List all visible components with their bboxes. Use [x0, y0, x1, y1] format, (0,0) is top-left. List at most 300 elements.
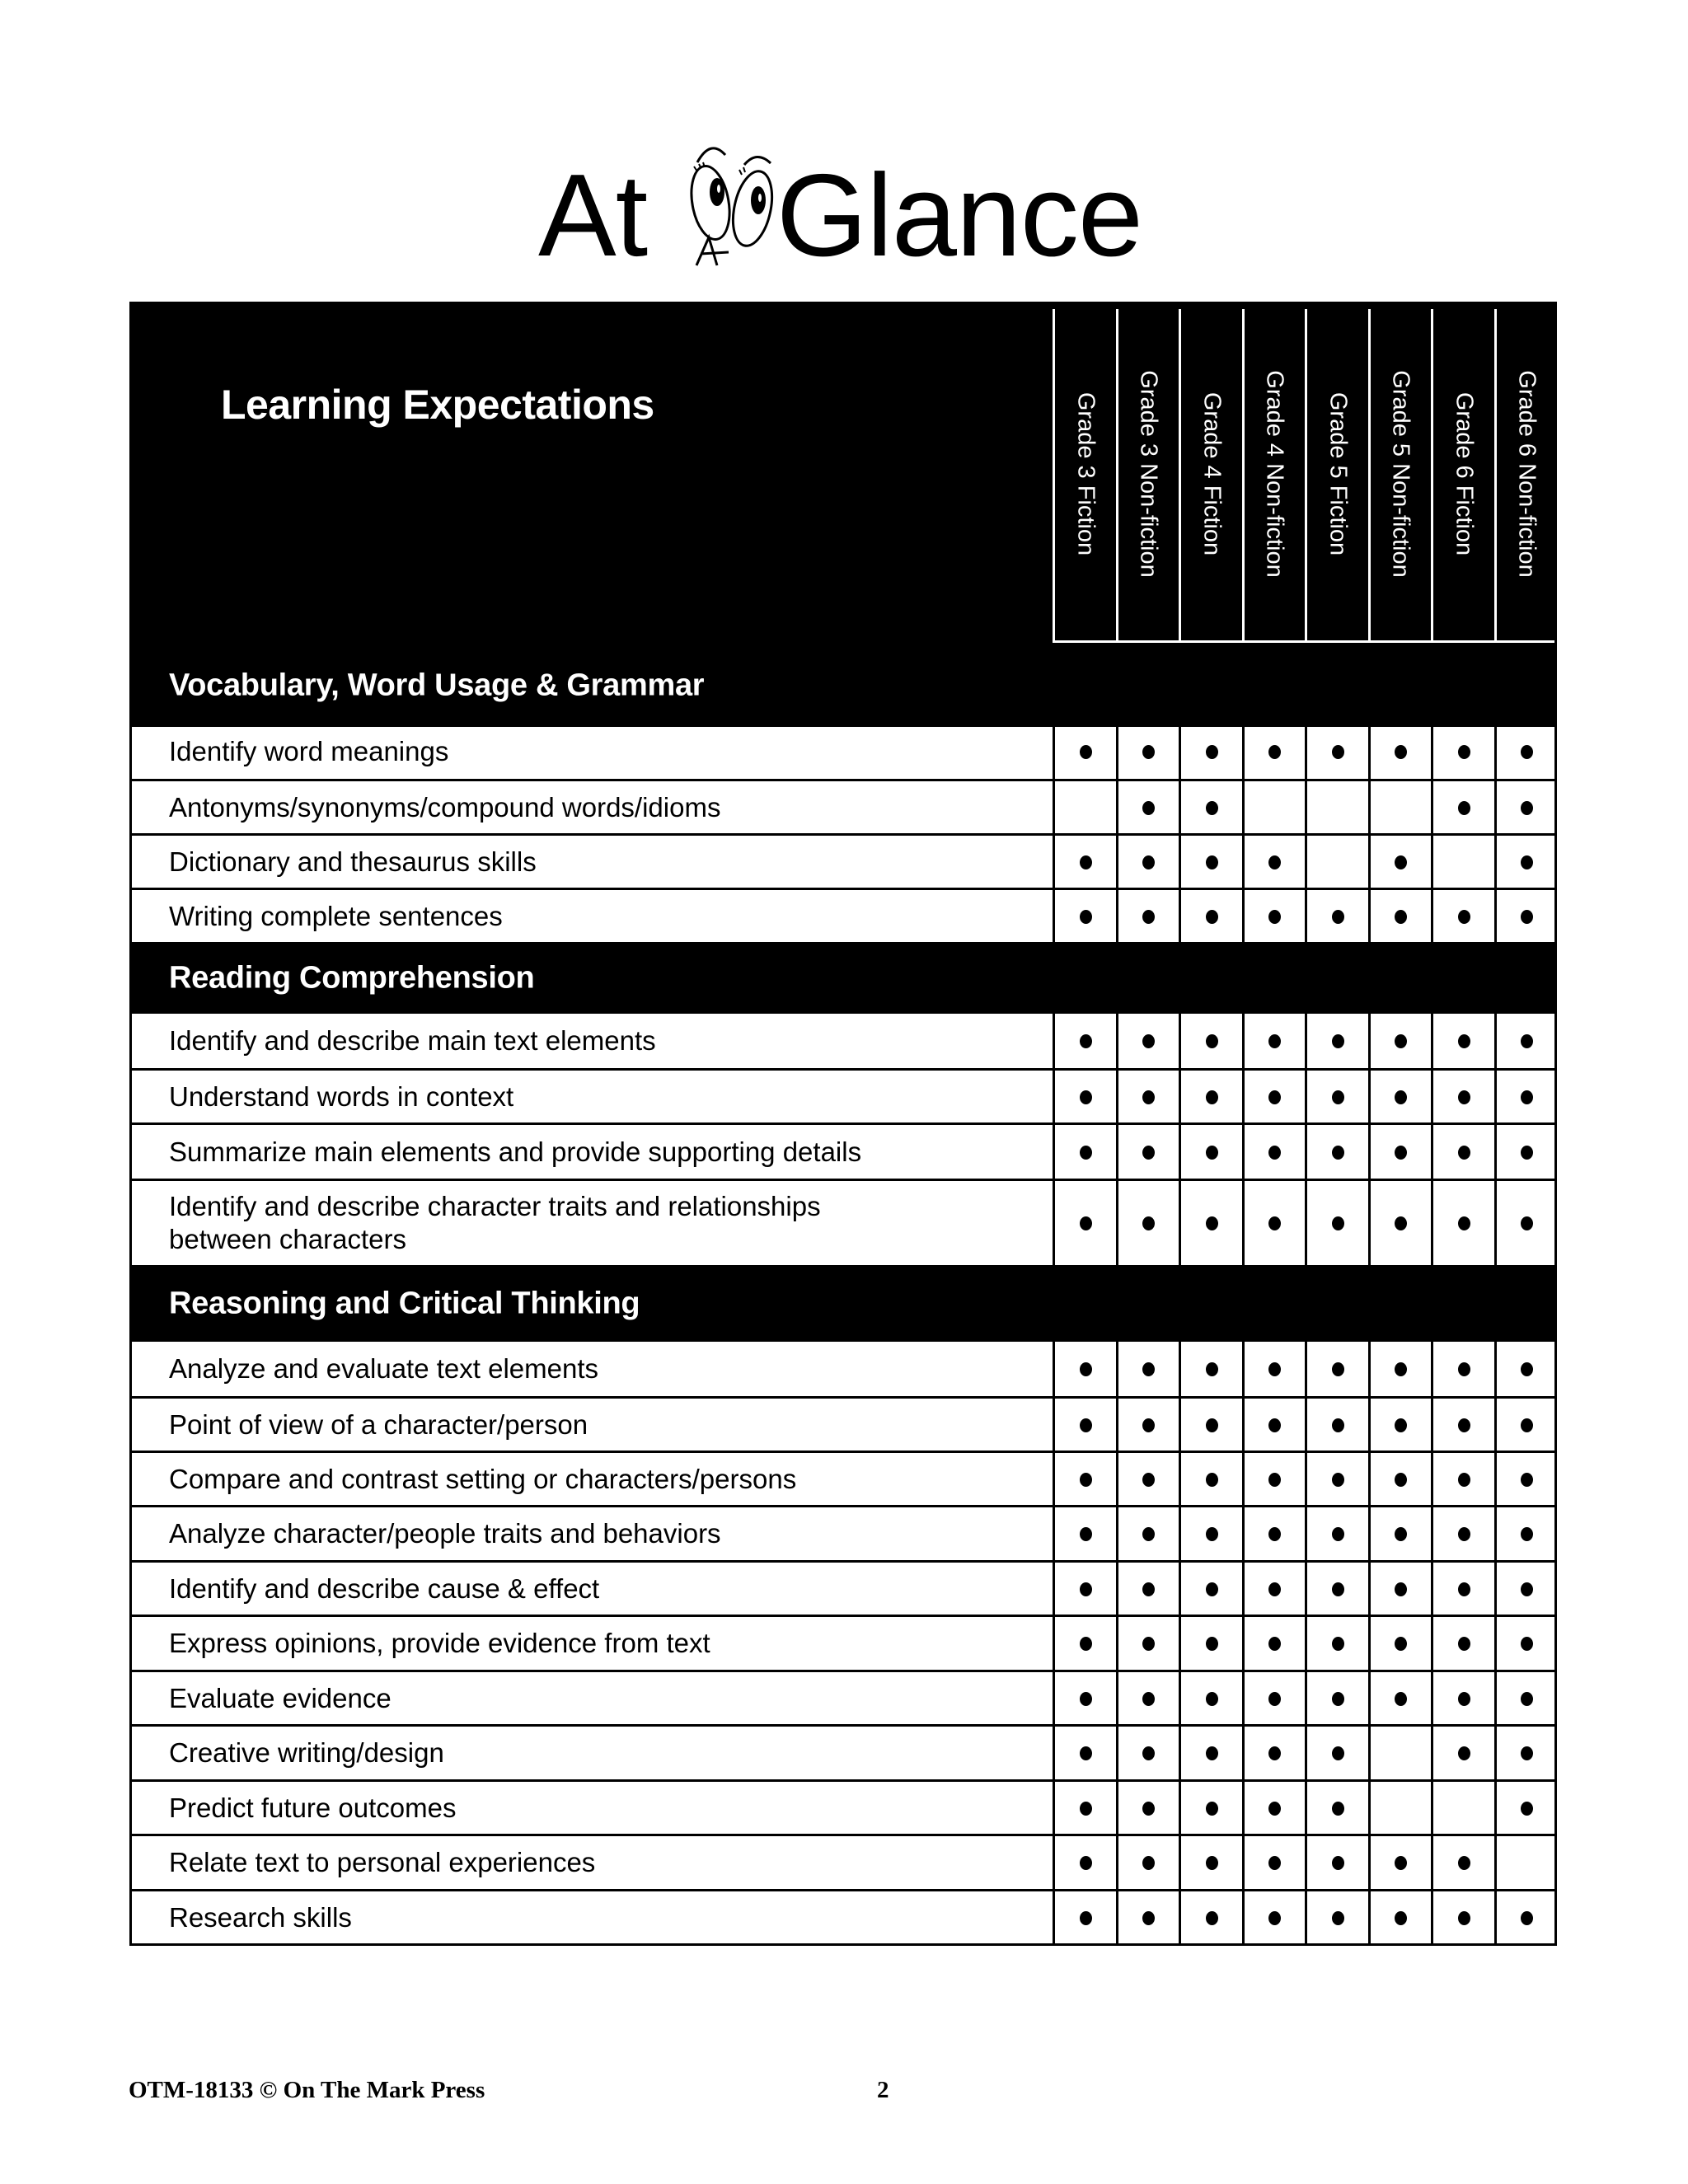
- bullet-dot-icon: [1395, 1527, 1407, 1541]
- grade-cell: [1368, 890, 1432, 942]
- bullet-dot-icon: [1395, 910, 1407, 924]
- grade-cell: [1494, 1836, 1558, 1889]
- grade-cell: [1242, 1836, 1306, 1889]
- expectation-label: Analyze and evaluate text elements: [169, 1353, 598, 1384]
- grade-cell: [1242, 1672, 1306, 1724]
- grade-cell: [1179, 724, 1242, 779]
- bullet-dot-icon: [1080, 1637, 1092, 1651]
- bullet-dot-icon: [1206, 1692, 1218, 1706]
- bullet-dot-icon: [1142, 1582, 1155, 1596]
- table-row: [132, 1014, 1554, 1068]
- grade-cell: [1179, 1507, 1242, 1560]
- bullet-dot-icon: [1080, 1473, 1092, 1487]
- grade-cell: [1494, 1125, 1558, 1179]
- grade-cell: [1116, 1014, 1179, 1068]
- expectation-label: Analyze character/people traits and behaviors: [169, 1518, 721, 1549]
- grade-label: Grade 5 Non-fiction: [1387, 370, 1414, 578]
- grade-cell: [1116, 1727, 1179, 1779]
- grade-cell: [1305, 836, 1368, 888]
- bullet-dot-icon: [1080, 1216, 1092, 1230]
- grade-label: Grade 4 Fiction: [1198, 391, 1226, 556]
- bullet-dot-icon: [1268, 1362, 1281, 1376]
- section-header: [132, 1265, 1554, 1342]
- bullet-dot-icon: [1521, 1582, 1533, 1596]
- bullet-dot-icon: [1080, 1911, 1092, 1925]
- bullet-dot-icon: [1332, 1692, 1344, 1706]
- grade-column-header: [1179, 309, 1242, 642]
- grade-cell: [1053, 1891, 1116, 1943]
- bullet-dot-icon: [1142, 1802, 1155, 1816]
- grade-cell: [1305, 1617, 1368, 1670]
- grade-cell: [1368, 724, 1432, 779]
- section-title: Reasoning and Critical Thinking: [169, 1286, 640, 1320]
- expectation-label: Writing complete sentences: [169, 900, 503, 931]
- grade-cell: [1242, 1342, 1306, 1396]
- grade-column-header: [1242, 309, 1306, 642]
- grade-cell: [1242, 1563, 1306, 1615]
- grade-cell: [1179, 1782, 1242, 1834]
- bullet-dot-icon: [1395, 1473, 1407, 1487]
- grade-cell: [1494, 1071, 1558, 1122]
- bullet-dot-icon: [1458, 745, 1470, 759]
- bullet-dot-icon: [1332, 1362, 1344, 1376]
- table-row: [132, 1068, 1554, 1122]
- grade-cell: [1368, 1672, 1432, 1724]
- bullet-dot-icon: [1395, 1856, 1407, 1870]
- grade-cell: [1242, 724, 1306, 779]
- grade-cell: [1053, 890, 1116, 942]
- grade-cell: [1179, 890, 1242, 942]
- bullet-dot-icon: [1521, 1090, 1533, 1104]
- bullet-dot-icon: [1268, 1527, 1281, 1541]
- section-header: [132, 942, 1554, 1014]
- grade-cell: [1494, 890, 1558, 942]
- grade-cell: [1242, 836, 1306, 888]
- bullet-dot-icon: [1458, 1911, 1470, 1925]
- grade-cell: [1053, 724, 1116, 779]
- title-at: At: [538, 150, 648, 281]
- grade-cell: [1494, 1342, 1558, 1396]
- bullet-dot-icon: [1521, 1911, 1533, 1925]
- grade-cell: [1053, 1617, 1116, 1670]
- grade-cell: [1431, 1342, 1494, 1396]
- bullet-dot-icon: [1395, 1637, 1407, 1651]
- bullet-dot-icon: [1521, 745, 1533, 759]
- bullet-dot-icon: [1332, 1034, 1344, 1048]
- grade-cell: [1116, 781, 1179, 833]
- table-row: [132, 1505, 1554, 1560]
- bullet-dot-icon: [1395, 1911, 1407, 1925]
- grade-cell: [1305, 1181, 1368, 1265]
- grade-column-header: [1368, 309, 1432, 642]
- bullet-dot-icon: [1142, 1856, 1155, 1870]
- bullet-dot-icon: [1142, 1146, 1155, 1160]
- bullet-dot-icon: [1521, 1637, 1533, 1651]
- grade-cell: [1305, 781, 1368, 833]
- grade-cell: [1368, 1836, 1432, 1889]
- bullet-dot-icon: [1206, 745, 1218, 759]
- bullet-dot-icon: [1395, 1034, 1407, 1048]
- bullet-dot-icon: [1080, 1090, 1092, 1104]
- grade-cell: [1242, 1181, 1306, 1265]
- grade-cell: [1305, 1563, 1368, 1615]
- grade-cell: [1179, 1727, 1242, 1779]
- grade-cell: [1431, 1507, 1494, 1560]
- grade-cell: [1116, 836, 1179, 888]
- grade-column-header: [1116, 309, 1179, 642]
- grade-cell: [1305, 1836, 1368, 1889]
- bullet-dot-icon: [1521, 855, 1533, 869]
- bullet-dot-icon: [1521, 1473, 1533, 1487]
- grade-cell: [1494, 1399, 1558, 1451]
- grade-cell: [1431, 1125, 1494, 1179]
- bullet-dot-icon: [1206, 1582, 1218, 1596]
- grade-cell: [1053, 1014, 1116, 1068]
- bullet-dot-icon: [1332, 910, 1344, 924]
- bullet-dot-icon: [1206, 1216, 1218, 1230]
- bullet-dot-icon: [1521, 1527, 1533, 1541]
- table-row: [132, 1396, 1554, 1451]
- grade-cell: [1431, 781, 1494, 833]
- bullet-dot-icon: [1521, 1034, 1533, 1048]
- table-row: [132, 1834, 1554, 1889]
- grade-cell: [1305, 1342, 1368, 1396]
- grade-cell: [1305, 1891, 1368, 1943]
- grade-cell: [1431, 836, 1494, 888]
- grade-cell: [1368, 781, 1432, 833]
- grade-cell: [1242, 1891, 1306, 1943]
- grade-cell: [1179, 781, 1242, 833]
- bullet-dot-icon: [1142, 1637, 1155, 1651]
- bullet-dot-icon: [1521, 1362, 1533, 1376]
- bullet-dot-icon: [1395, 1418, 1407, 1432]
- bullet-dot-icon: [1080, 910, 1092, 924]
- grade-cell: [1116, 1891, 1179, 1943]
- bullet-dot-icon: [1332, 1746, 1344, 1760]
- expectation-label: Identify and describe cause & effect: [169, 1572, 600, 1604]
- grade-cell: [1368, 836, 1432, 888]
- grade-cell: [1242, 1453, 1306, 1505]
- grade-cell: [1431, 1453, 1494, 1505]
- table-row: [132, 1779, 1554, 1834]
- bullet-dot-icon: [1395, 1090, 1407, 1104]
- grade-cell: [1116, 1342, 1179, 1396]
- bullet-dot-icon: [1268, 1911, 1281, 1925]
- bullet-dot-icon: [1142, 1090, 1155, 1104]
- bullet-dot-icon: [1268, 1090, 1281, 1104]
- grade-cell: [1116, 1399, 1179, 1451]
- grade-cell: [1116, 1836, 1179, 1889]
- bullet-dot-icon: [1458, 910, 1470, 924]
- grade-cell: [1116, 1071, 1179, 1122]
- bullet-dot-icon: [1268, 1473, 1281, 1487]
- grade-cell: [1116, 1507, 1179, 1560]
- grade-cell: [1179, 1617, 1242, 1670]
- bullet-dot-icon: [1268, 1856, 1281, 1870]
- bullet-dot-icon: [1395, 1692, 1407, 1706]
- bullet-dot-icon: [1332, 1527, 1344, 1541]
- grade-cell: [1368, 1014, 1432, 1068]
- grade-cell: [1431, 724, 1494, 779]
- bullet-dot-icon: [1080, 1527, 1092, 1541]
- section-title: Reading Comprehension: [169, 960, 535, 995]
- bullet-dot-icon: [1395, 745, 1407, 759]
- expectation-label: Identify and describe character traits and relationships between characters: [169, 1191, 821, 1254]
- grade-label: Grade 3 Non-fiction: [1135, 370, 1162, 578]
- bullet-dot-icon: [1332, 1216, 1344, 1230]
- bullet-dot-icon: [1458, 1527, 1470, 1541]
- grade-cell: [1368, 1782, 1432, 1834]
- bullet-dot-icon: [1395, 1362, 1407, 1376]
- grade-cell: [1116, 1125, 1179, 1179]
- grade-cell: [1053, 1181, 1116, 1265]
- bullet-dot-icon: [1142, 1034, 1155, 1048]
- grade-label: Grade 6 Non-fiction: [1513, 370, 1540, 578]
- table-row: [132, 1670, 1554, 1724]
- bullet-dot-icon: [1268, 1802, 1281, 1816]
- grade-cell: [1116, 1672, 1179, 1724]
- bullet-dot-icon: [1206, 1034, 1218, 1048]
- grade-cell: [1494, 1782, 1558, 1834]
- grade-cell: [1494, 1563, 1558, 1615]
- grade-cell: [1053, 1507, 1116, 1560]
- grade-column-header: [1053, 309, 1116, 642]
- bullet-dot-icon: [1268, 1746, 1281, 1760]
- grade-cell: [1431, 1399, 1494, 1451]
- expectation-label: Creative writing/design: [169, 1737, 444, 1768]
- bullet-dot-icon: [1521, 1418, 1533, 1432]
- bullet-dot-icon: [1332, 1146, 1344, 1160]
- bullet-dot-icon: [1206, 1637, 1218, 1651]
- bullet-dot-icon: [1206, 1746, 1218, 1760]
- table-row: [132, 1724, 1554, 1779]
- bullet-dot-icon: [1521, 1216, 1533, 1230]
- bullet-dot-icon: [1458, 1856, 1470, 1870]
- bullet-dot-icon: [1142, 855, 1155, 869]
- header-divider: [1053, 640, 1554, 643]
- bullet-dot-icon: [1268, 1034, 1281, 1048]
- bullet-dot-icon: [1142, 1418, 1155, 1432]
- grade-cell: [1053, 1071, 1116, 1122]
- grade-cell: [1368, 1342, 1432, 1396]
- bullet-dot-icon: [1268, 745, 1281, 759]
- expectation-label: Evaluate evidence: [169, 1682, 392, 1713]
- bullet-dot-icon: [1080, 855, 1092, 869]
- bullet-dot-icon: [1206, 1473, 1218, 1487]
- grade-cell: [1242, 890, 1306, 942]
- grade-cell: [1494, 724, 1558, 779]
- grade-cell: [1242, 1125, 1306, 1179]
- bullet-dot-icon: [1080, 1146, 1092, 1160]
- grade-cell: [1494, 1181, 1558, 1265]
- bullet-dot-icon: [1206, 1527, 1218, 1541]
- section-title: Vocabulary, Word Usage & Grammar: [169, 668, 705, 703]
- grade-cell: [1431, 1563, 1494, 1615]
- table-row: [132, 888, 1554, 942]
- table-row: [132, 724, 1554, 779]
- bullet-dot-icon: [1458, 1473, 1470, 1487]
- expectation-label: Point of view of a character/person: [169, 1408, 588, 1440]
- bullet-dot-icon: [1080, 1362, 1092, 1376]
- grade-cell: [1053, 1836, 1116, 1889]
- grade-cell: [1431, 1891, 1494, 1943]
- grade-cell: [1368, 1507, 1432, 1560]
- grade-cell: [1053, 1563, 1116, 1615]
- grade-cell: [1305, 1014, 1368, 1068]
- bullet-dot-icon: [1458, 1216, 1470, 1230]
- bullet-dot-icon: [1142, 1746, 1155, 1760]
- grade-cell: [1242, 1071, 1306, 1122]
- expectation-label: Understand words in context: [169, 1080, 514, 1112]
- grade-cell: [1431, 1836, 1494, 1889]
- grade-cell: [1305, 1672, 1368, 1724]
- grade-cell: [1116, 1453, 1179, 1505]
- bullet-dot-icon: [1142, 1692, 1155, 1706]
- expectation-label: Dictionary and thesaurus skills: [169, 846, 537, 877]
- bullet-dot-icon: [1332, 1473, 1344, 1487]
- expectation-label: Summarize main elements and provide supporting details: [169, 1136, 862, 1167]
- grade-cell: [1305, 1399, 1368, 1451]
- bullet-dot-icon: [1268, 855, 1281, 869]
- bullet-dot-icon: [1268, 1692, 1281, 1706]
- grade-cell: [1494, 1453, 1558, 1505]
- grade-cell: [1116, 1181, 1179, 1265]
- grade-cell: [1431, 890, 1494, 942]
- grade-cell: [1053, 836, 1116, 888]
- bullet-dot-icon: [1206, 1362, 1218, 1376]
- grade-column-header: [1431, 309, 1494, 642]
- grade-cell: [1179, 1071, 1242, 1122]
- table-row: [132, 1451, 1554, 1505]
- grade-cell: [1179, 1181, 1242, 1265]
- grade-cell: [1242, 781, 1306, 833]
- bullet-dot-icon: [1458, 1362, 1470, 1376]
- bullet-dot-icon: [1458, 1582, 1470, 1596]
- grade-cell: [1368, 1727, 1432, 1779]
- bullet-dot-icon: [1206, 910, 1218, 924]
- bullet-dot-icon: [1332, 1856, 1344, 1870]
- grade-cell: [1305, 1125, 1368, 1179]
- grade-label: Grade 4 Non-fiction: [1261, 370, 1288, 578]
- grade-cell: [1116, 724, 1179, 779]
- bullet-dot-icon: [1206, 1146, 1218, 1160]
- grade-cell: [1116, 1563, 1179, 1615]
- grade-cell: [1305, 890, 1368, 942]
- bullet-dot-icon: [1080, 1802, 1092, 1816]
- bullet-dot-icon: [1521, 801, 1533, 815]
- expectation-label: Relate text to personal experiences: [169, 1847, 596, 1877]
- bullet-dot-icon: [1395, 1582, 1407, 1596]
- bullet-dot-icon: [1332, 1582, 1344, 1596]
- bullet-dot-icon: [1395, 1146, 1407, 1160]
- grade-cell: [1242, 1617, 1306, 1670]
- grade-cell: [1494, 1727, 1558, 1779]
- grade-cell: [1053, 1399, 1116, 1451]
- bullet-dot-icon: [1268, 1216, 1281, 1230]
- expectation-label: Antonyms/synonyms/compound words/idioms: [169, 791, 721, 823]
- expectation-label: Compare and contrast setting or characters/persons: [169, 1463, 797, 1494]
- bullet-dot-icon: [1458, 1692, 1470, 1706]
- grade-cell: [1368, 1125, 1432, 1179]
- grade-cell: [1179, 1453, 1242, 1505]
- bullet-dot-icon: [1332, 1418, 1344, 1432]
- grade-cell: [1368, 1891, 1432, 1943]
- grade-cell: [1242, 1507, 1306, 1560]
- grade-cell: [1494, 1672, 1558, 1724]
- grade-cell: [1053, 1125, 1116, 1179]
- grade-cell: [1242, 1782, 1306, 1834]
- bullet-dot-icon: [1268, 910, 1281, 924]
- bullet-dot-icon: [1206, 1090, 1218, 1104]
- table-row: [132, 1889, 1554, 1943]
- header-title: Learning Expectations: [221, 382, 654, 428]
- bullet-dot-icon: [1206, 1856, 1218, 1870]
- bullet-dot-icon: [1142, 1527, 1155, 1541]
- bullet-dot-icon: [1458, 1746, 1470, 1760]
- bullet-dot-icon: [1458, 1034, 1470, 1048]
- grade-cell: [1494, 1014, 1558, 1068]
- grade-cell: [1179, 1563, 1242, 1615]
- table-row: [132, 1179, 1554, 1265]
- grade-cell: [1179, 1836, 1242, 1889]
- bullet-dot-icon: [1080, 1856, 1092, 1870]
- grade-cell: [1179, 1672, 1242, 1724]
- expectation-label: Research skills: [169, 1901, 352, 1933]
- table-row: [132, 1122, 1554, 1179]
- grade-cell: [1494, 1617, 1558, 1670]
- table-row: [132, 833, 1554, 888]
- page-number: 2: [877, 2077, 889, 2103]
- grade-cell: [1179, 1891, 1242, 1943]
- bullet-dot-icon: [1521, 1802, 1533, 1816]
- footer-copyright: OTM-18133 © On The Mark Press: [129, 2077, 485, 2103]
- bullet-dot-icon: [1458, 1637, 1470, 1651]
- bullet-dot-icon: [1268, 1582, 1281, 1596]
- grade-cell: [1179, 1342, 1242, 1396]
- expectation-label: Express opinions, provide evidence from text: [169, 1628, 710, 1658]
- bullet-dot-icon: [1268, 1418, 1281, 1432]
- grade-cell: [1494, 781, 1558, 833]
- page-title: [0, 0, 1688, 281]
- table-row: [132, 1560, 1554, 1615]
- bullet-dot-icon: [1142, 1473, 1155, 1487]
- bullet-dot-icon: [1206, 855, 1218, 869]
- bullet-dot-icon: [1521, 910, 1533, 924]
- grade-cell: [1431, 1782, 1494, 1834]
- table-row: [132, 1342, 1554, 1396]
- bullet-dot-icon: [1080, 1034, 1092, 1048]
- grade-cell: [1116, 1782, 1179, 1834]
- bullet-dot-icon: [1080, 1692, 1092, 1706]
- grade-column-header: [1305, 309, 1368, 642]
- bullet-dot-icon: [1332, 745, 1344, 759]
- bullet-dot-icon: [1206, 1802, 1218, 1816]
- bullet-dot-icon: [1268, 1637, 1281, 1651]
- grade-cell: [1494, 1891, 1558, 1943]
- grade-cell: [1305, 1071, 1368, 1122]
- section-header: [132, 647, 1554, 724]
- bullet-dot-icon: [1080, 1418, 1092, 1432]
- grade-cell: [1053, 781, 1116, 833]
- bullet-dot-icon: [1142, 1911, 1155, 1925]
- bullet-dot-icon: [1142, 1216, 1155, 1230]
- bullet-dot-icon: [1458, 1090, 1470, 1104]
- bullet-dot-icon: [1332, 1090, 1344, 1104]
- grade-cell: [1053, 1342, 1116, 1396]
- bullet-dot-icon: [1521, 1692, 1533, 1706]
- bullet-dot-icon: [1458, 1146, 1470, 1160]
- grade-cell: [1305, 1507, 1368, 1560]
